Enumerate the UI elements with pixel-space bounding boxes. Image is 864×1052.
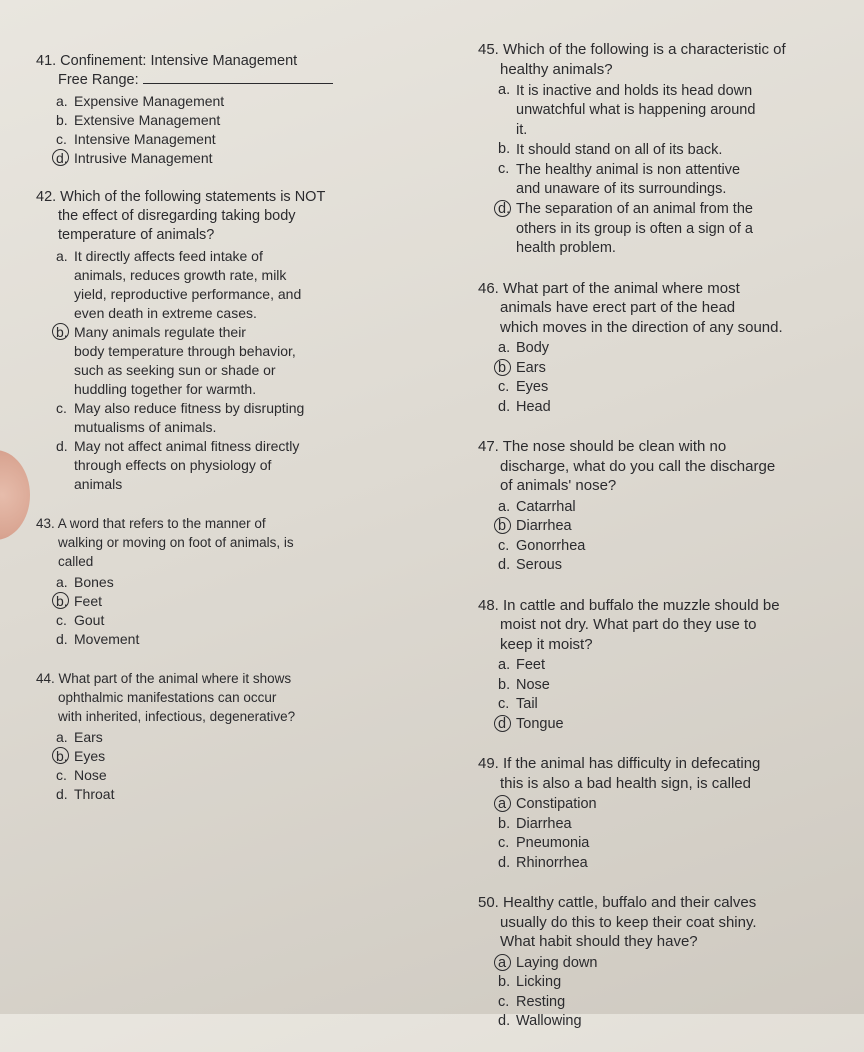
option-50a[interactable]: a Laying down	[498, 954, 858, 974]
option-48a[interactable]: a. Feet	[498, 657, 546, 673]
option-48c[interactable]: c. Tail	[498, 696, 538, 712]
question-46-line-2: animals have erect part of the head	[500, 299, 736, 316]
question-42-line-2: the effect of disregarding taking body	[58, 208, 296, 224]
option-50c[interactable]: c. Resting	[498, 993, 566, 1010]
question-49-line-1: 49. If the animal has difficulty in defecating	[478, 755, 761, 772]
answer-blank[interactable]	[143, 71, 333, 84]
question-43-options	[56, 573, 436, 649]
question-50-line-1: 50. Healthy cattle, buffalo and their calves	[478, 894, 757, 911]
option-44b[interactable]: b. Eyes	[56, 747, 436, 766]
option-42b[interactable]: b. Many animals regulate their body temperature through behavior, such as seeking sun or shade or huddling together for warmth.	[56, 323, 436, 399]
option-49a[interactable]: a Constipation	[498, 795, 858, 815]
answer-circle-mark	[494, 954, 511, 971]
question-47-line-1: 47. The nose should be clean with no	[478, 438, 727, 455]
question-49	[478, 754, 858, 873]
question-47	[478, 437, 858, 576]
option-46b[interactable]: b Ears	[498, 359, 858, 379]
option-43d[interactable]: d. Movement	[56, 631, 140, 647]
option-42c[interactable]: c. May also reduce fitness by disrupting mutualisms of animals.	[56, 400, 305, 435]
answer-circle-mark	[494, 200, 511, 217]
free-range-label: Free Range:	[58, 72, 139, 88]
option-43b[interactable]: b. Feet	[56, 592, 436, 611]
question-43-line-2: walking or moving on foot of animals, is	[58, 535, 294, 550]
question-44-options	[56, 728, 436, 804]
question-42-line-1: 42. Which of the following statements is NOT	[36, 189, 326, 205]
option-49c[interactable]: c. Pneumonia	[498, 835, 590, 851]
option-47d[interactable]: d. Serous	[498, 557, 562, 573]
answer-circle-mark	[494, 517, 511, 534]
option-42d[interactable]: d. May not affect animal fitness directly through effects on physiology of animals	[56, 438, 300, 492]
question-42-line-3: temperature of animals?	[58, 227, 215, 243]
question-45	[478, 40, 858, 259]
question-47-options	[498, 498, 858, 576]
answer-circle-mark	[52, 323, 69, 340]
free-range-line	[36, 71, 436, 90]
question-48-line-3: keep it moist?	[500, 635, 593, 653]
answer-circle-mark	[52, 592, 69, 609]
question-46-line-1: 46. What part of the animal where most	[478, 279, 740, 297]
option-49d[interactable]: d. Rhinorrhea	[498, 854, 588, 871]
option-43c[interactable]: c. Gout	[56, 612, 105, 628]
question-47-line-3: of animals' nose?	[500, 477, 617, 494]
option-48d[interactable]: d Tongue	[498, 715, 858, 735]
question-42	[36, 188, 436, 494]
question-50-line-2: usually do this to keep their coat shiny.	[500, 913, 757, 931]
option-43a[interactable]: a. Bones	[56, 574, 114, 590]
option-41a[interactable]: a. Expensive Management	[56, 93, 225, 109]
option-41b[interactable]: b. Extensive Management	[56, 112, 221, 128]
question-50	[478, 893, 858, 1032]
question-46	[478, 279, 858, 418]
finger-shadow	[0, 450, 30, 540]
question-44-line-1: 44. What part of the animal where it shows	[36, 671, 292, 686]
option-45d[interactable]: d. The separation of an animal from the others in its group is often a sign of a health problem.	[498, 200, 858, 259]
option-46d[interactable]: d. Head	[498, 398, 551, 415]
option-48b[interactable]: b. Nose	[498, 676, 550, 693]
question-48-options	[498, 656, 858, 734]
option-45b[interactable]: b. It should stand on all of its back.	[498, 141, 723, 158]
question-43-line-3: called	[58, 554, 94, 569]
answer-circle-mark	[52, 747, 69, 764]
answer-circle-mark	[494, 715, 511, 732]
question-50-line-3: What habit should they have?	[500, 933, 698, 950]
question-45-line-2: healthy animals?	[500, 60, 613, 78]
question-46-line-3: which moves in the direction of any sound.	[500, 318, 783, 336]
answer-circle-mark	[494, 359, 511, 376]
question-41-text: 41. Confinement: Intensive Management	[36, 53, 298, 69]
question-44-line-2: ophthalmic manifestations can occur	[58, 690, 277, 705]
question-49-line-2: this is also a bad health sign, is called	[500, 774, 751, 792]
option-41d[interactable]: d. Intrusive Management	[56, 149, 436, 168]
option-46a[interactable]: a. Body	[498, 340, 550, 356]
question-48-line-2: moist not dry. What part do they use to	[500, 616, 757, 633]
option-47a[interactable]: a. Catarrhal	[498, 498, 576, 515]
option-42a[interactable]: a. It directly affects feed intake of animals, reduces growth rate, milk yield, reproductive performance, and even death in extreme cases.	[56, 248, 302, 321]
question-47-line-2: discharge, what do you call the discharge	[500, 457, 776, 475]
option-45c[interactable]: c. The healthy animal is non attentive and unaware of its surroundings.	[498, 161, 741, 197]
question-45-options	[498, 81, 858, 259]
option-44c[interactable]: c. Nose	[56, 767, 107, 783]
question-43-line-1: 43. A word that refers to the manner of	[36, 516, 266, 531]
question-48	[478, 596, 858, 735]
option-49b[interactable]: b. Diarrhea	[498, 815, 572, 832]
question-49-options	[498, 795, 858, 873]
question-41	[36, 52, 436, 168]
question-43	[36, 514, 436, 649]
question-50-options	[498, 954, 858, 1032]
option-44a[interactable]: a. Ears	[56, 729, 103, 745]
option-47b[interactable]: b Diarrhea	[498, 517, 858, 537]
question-41-options	[56, 92, 436, 168]
answer-circle-mark	[52, 149, 69, 166]
option-45a[interactable]: a. It is inactive and holds its head down unwatchful what is happening around it.	[498, 82, 756, 138]
question-44	[36, 669, 436, 804]
option-44d[interactable]: d. Throat	[56, 786, 115, 802]
answer-circle-mark	[494, 795, 511, 812]
option-41c[interactable]: c. Intensive Management	[56, 131, 216, 147]
option-47c[interactable]: c. Gonorrhea	[498, 537, 586, 554]
option-50b[interactable]: b. Licking	[498, 974, 562, 990]
question-48-line-1: 48. In cattle and buffalo the muzzle should be	[478, 596, 780, 614]
right-column	[478, 40, 858, 1052]
question-44-line-3: with inherited, infectious, degenerative?	[58, 709, 296, 724]
question-45-line-1: 45. Which of the following is a characteristic of	[478, 41, 786, 58]
option-50d[interactable]: d. Wallowing	[498, 1013, 582, 1029]
left-column	[36, 52, 436, 824]
question-42-options	[56, 247, 436, 494]
question-46-options	[498, 339, 858, 417]
option-46c[interactable]: c. Eyes	[498, 379, 549, 395]
